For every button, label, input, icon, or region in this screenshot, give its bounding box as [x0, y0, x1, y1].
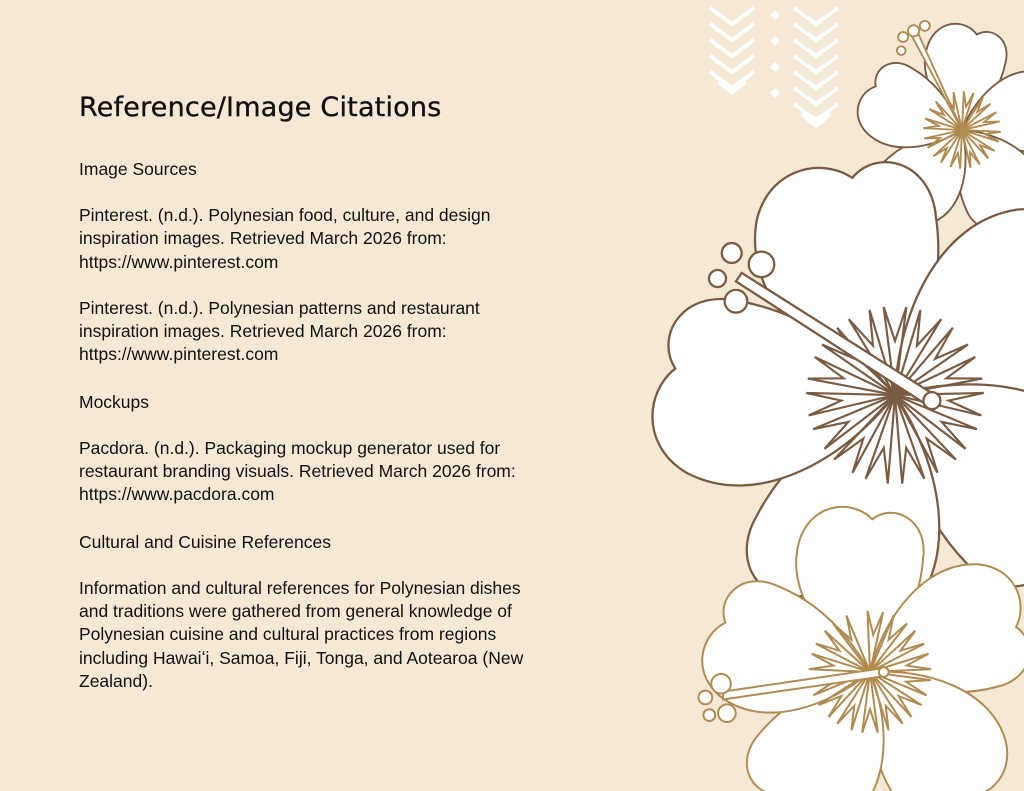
citation-pacdora: Pacdora. (n.d.). Packaging mockup generator used for restaurant branding visuals. Retrieved March 2026 from: https://www.pacdora.com — [79, 437, 516, 505]
citation-cultural-references: Information and cultural references for Polynesian dishes and traditions were gathered from general knowledge of Polynesian cuisine and cultural practices from regions including Hawaiʻi, Samoa, Fiji, Tonga, and Aotearoa (New Zealand). — [79, 577, 524, 691]
hibiscus-flower — [850, 21, 1024, 242]
section-heading-mockups: Mockups — [79, 391, 150, 412]
citations-content — [79, 92, 599, 693]
citation-pinterest-food: Pinterest. (n.d.). Polynesian food, culture, and design inspiration images. Retrieved March 2026 from: https://www.pinterest.com — [79, 205, 491, 272]
polynesian-chevron-pattern — [710, 8, 838, 126]
section-heading-image-sources: Image Sources — [79, 159, 197, 179]
hibiscus-flower — [648, 132, 1024, 653]
section-heading-cultural-references: Cultural and Cuisine References — [79, 531, 331, 552]
hibiscus-flower — [695, 496, 1024, 791]
page-title: Reference/Image Citations — [79, 92, 442, 123]
citation-pinterest-patterns: Pinterest. (n.d.). Polynesian patterns and restaurant inspiration images. Retrieved March 2026 from: https://www.pinterest.com — [79, 297, 480, 365]
